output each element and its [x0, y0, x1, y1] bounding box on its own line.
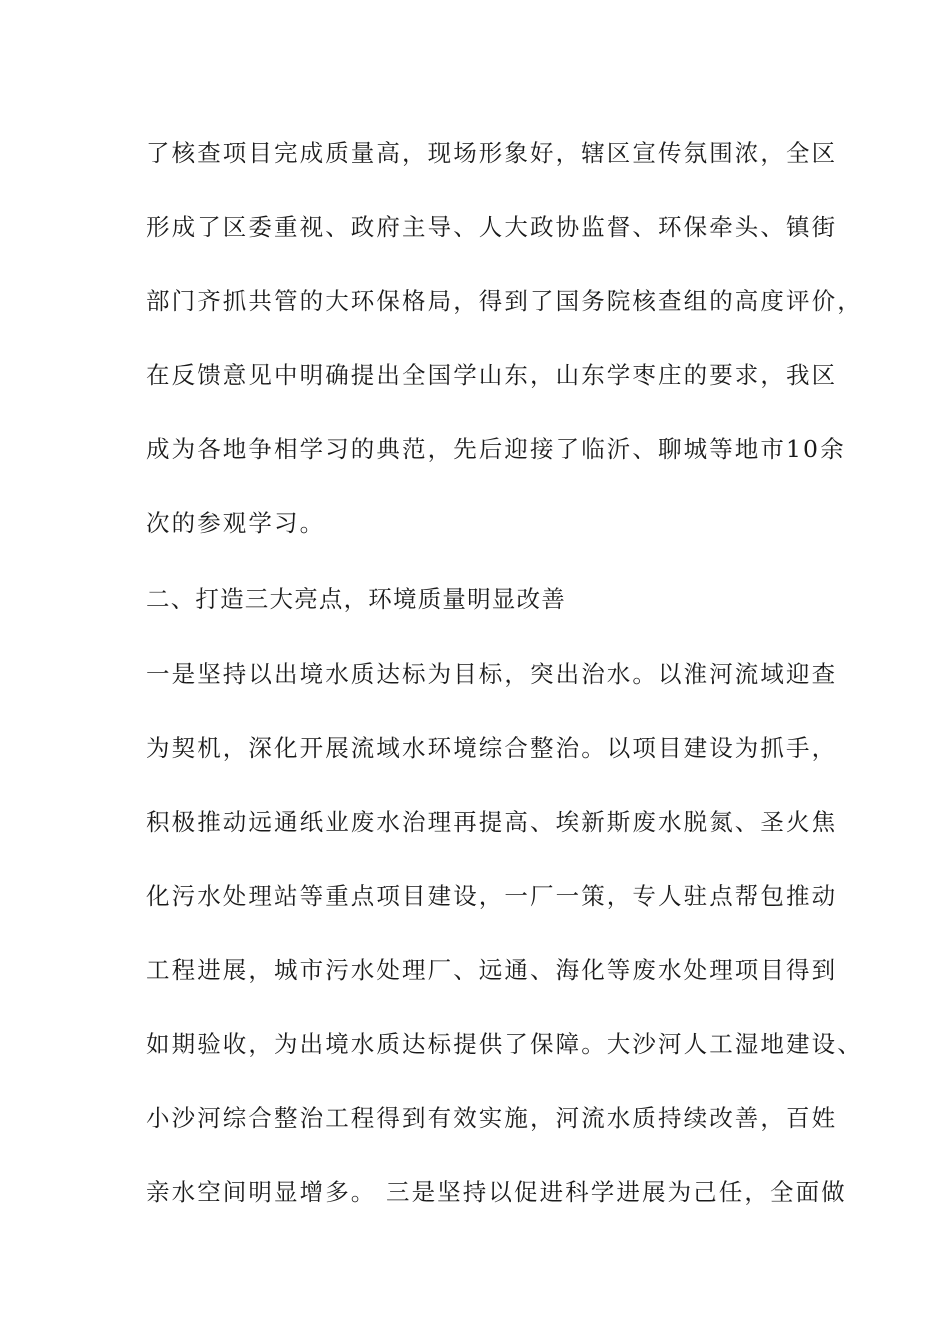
text-line: 形成了区委重视、政府主导、人大政协监督、环保牵头、镇街	[146, 213, 838, 241]
text-line: 积极推动远通纸业废水治理再提高、埃新斯废水脱氮、圣火焦	[146, 808, 838, 836]
text-line: 次的参观学习。	[146, 509, 326, 537]
text-line: 成为各地争相学习的典范，先后迎接了临沂、聊城等地市10余	[146, 435, 846, 463]
text-line: 一是坚持以出境水质达标为目标，突出治水。以淮河流域迎查	[146, 660, 838, 688]
text-line: 为契机，深化开展流域水环境综合整治。以项目建设为抓手，	[146, 734, 838, 762]
text-line: 工程进展，城市污水处理厂、远通、海化等废水处理项目得到	[146, 956, 838, 984]
text-line: 亲水空间明显增多。 三是坚持以促进科学进展为己任，全面做	[146, 1178, 847, 1206]
text-line: 在反馈意见中明确提出全国学山东，山东学枣庄的要求，我区	[146, 361, 838, 389]
text-line: 化污水处理站等重点项目建设，一厂一策，专人驻点帮包推动	[146, 882, 838, 910]
text-line: 如期验收，为出境水质达标提供了保障。大沙河人工湿地建设、	[146, 1030, 863, 1058]
text-line: 部门齐抓共管的大环保格局，得到了国务院核查组的高度评价，	[146, 287, 863, 315]
section-heading: 二、打造三大亮点，环境质量明显改善	[146, 585, 566, 613]
text-line: 小沙河综合整治工程得到有效实施，河流水质持续改善，百姓	[146, 1104, 838, 1132]
text-line: 了核查项目完成质量高，现场形象好，辖区宣传氛围浓，全区	[146, 139, 838, 167]
